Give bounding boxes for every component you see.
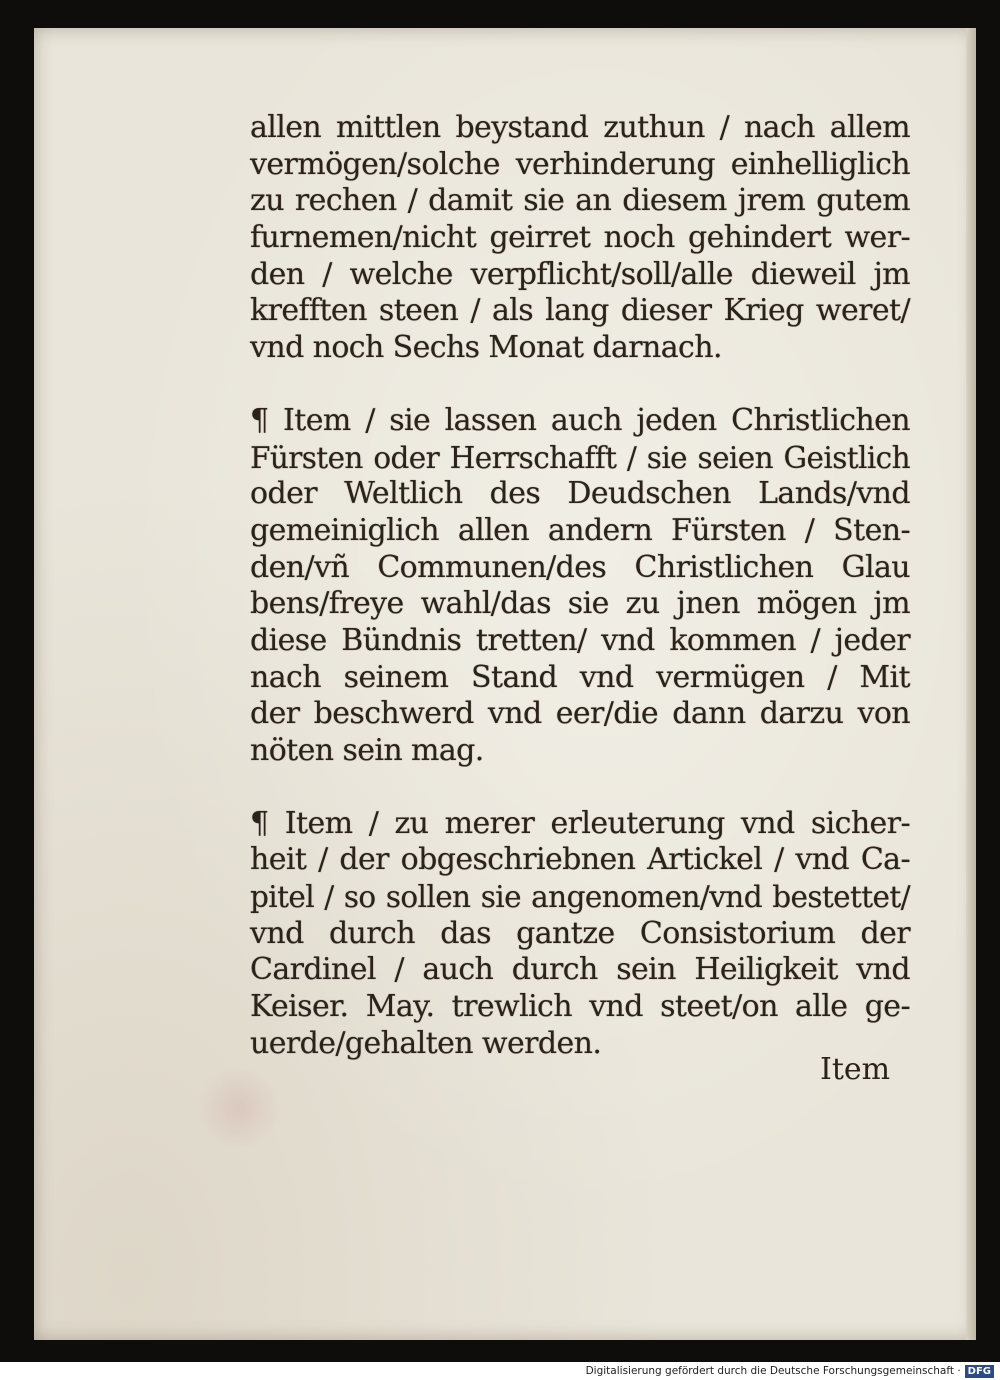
- text-line: zu rechen / damit sie an diesem jrem gutem: [250, 183, 910, 219]
- page-edge: [966, 28, 976, 1340]
- footer-credit: Digitalisierung gefördert durch die Deutsche Forschungsgemeinschaft ·: [585, 1365, 961, 1377]
- catchword: Item: [820, 1052, 891, 1087]
- text-line: vnd noch Sechs Monat darnach.: [250, 330, 722, 366]
- text-line: furnemen/nicht geirret noch gehindert wer-: [250, 220, 910, 256]
- text-line: gemeiniglich allen andern Fürsten / Sten-: [250, 512, 910, 548]
- text-line: den / welche verpflicht/soll/alle dieweil jm: [250, 256, 910, 292]
- text-line: der beschwerd vnd eer/die dann darzu von: [250, 696, 910, 732]
- text-line: krefften steen / als lang dieser Krieg weret/: [250, 293, 910, 329]
- text-line: Keiser. May. trewlich vnd steet/on alle ge-: [250, 989, 910, 1025]
- text-line: vnd durch das gantze Consistorium der: [250, 915, 910, 951]
- text-line: bens/freye wahl/das sie zu jnen mögen jm: [250, 586, 910, 622]
- text-line: ¶ Item / sie lassen auch jeden Christlichen: [250, 402, 910, 438]
- text-line: allen mittlen beystand zuthun / nach allem: [250, 110, 910, 145]
- text-line: oder Weltlich des Deudschen Lands/vnd: [250, 476, 910, 512]
- paragraph-1: [250, 110, 910, 367]
- main-text: [250, 110, 910, 1063]
- text-line: Fürsten oder Herrschafft / sie seien Geistlich: [250, 440, 910, 475]
- text-line: vermögen/solche verhinderung einhelliglich: [250, 146, 910, 182]
- paragraph-3: [250, 806, 910, 1063]
- text-line: ¶ Item / zu merer erleuterung vnd sicher-: [250, 805, 910, 841]
- text-line: uerde/gehalten werden.: [250, 1025, 602, 1061]
- text-line: diese Bündnis tretten/ vnd kommen / jeder: [250, 622, 910, 658]
- text-line: nach seinem Stand vnd vermügen / Mit: [250, 659, 910, 695]
- text-line: Cardinel / auch durch sein Heiligkeit vnd: [250, 952, 910, 988]
- text-line: pitel / so sollen sie angenomen/vnd bestettet/: [250, 880, 910, 915]
- paragraph-gap: [250, 367, 910, 403]
- paragraph-2: [250, 403, 910, 770]
- paragraph-gap: [250, 770, 910, 806]
- text-line: heit / der obgeschriebnen Artickel / vnd Ca-: [250, 842, 910, 878]
- text-line: nöten sein mag.: [250, 733, 484, 768]
- text-line: den/vñ Communen/des Christlichen Glau: [250, 549, 910, 585]
- digitization-footer: [0, 1362, 1000, 1380]
- paper-stain: [194, 1068, 284, 1148]
- dfg-logo: DFG: [965, 1365, 994, 1378]
